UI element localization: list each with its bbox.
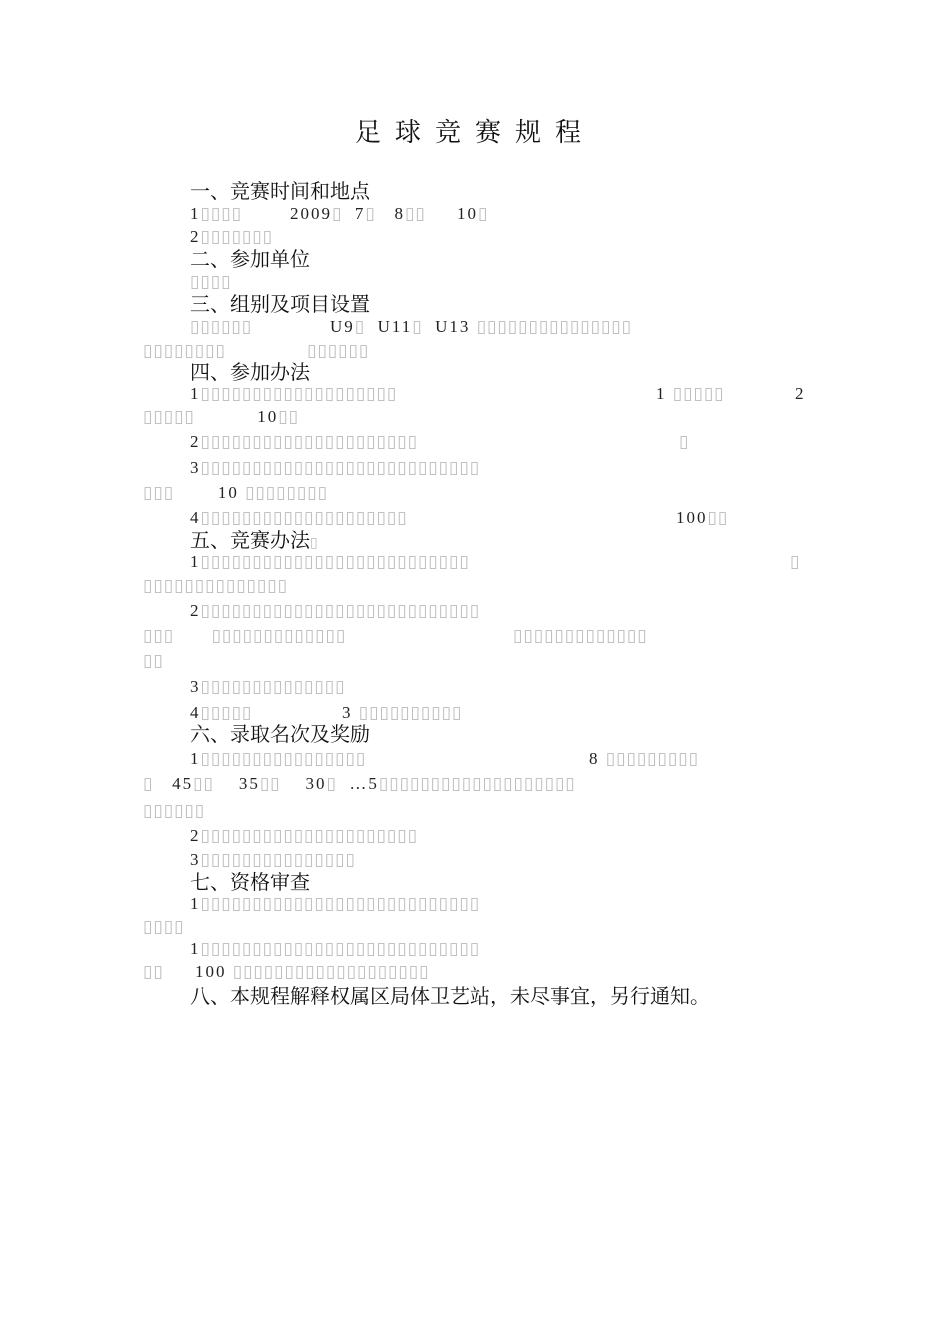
section-4-line-2-end: ▯ xyxy=(679,432,690,451)
section-7-line-1: 1▯▯▯▯▯▯▯▯▯▯▯▯▯▯▯▯▯▯▯▯▯▯▯▯▯▯▯ xyxy=(190,894,481,913)
section-4-line-3: 3▯▯▯▯▯▯▯▯▯▯▯▯▯▯▯▯▯▯▯▯▯▯▯▯▯▯▯ xyxy=(190,458,481,477)
section-4-line-3-cont: ▯▯▯ 10 ▯▯▯▯▯▯▯▯ xyxy=(143,483,328,502)
section-6-line-1: 1▯▯▯▯▯▯▯▯▯▯▯▯▯▯▯▯ xyxy=(190,749,367,768)
document-title: 足球竞赛规程 xyxy=(354,118,595,148)
section-6-line-1-points: ▯ 45▯▯ 35▯▯ 30▯ …5▯▯▯▯▯▯▯▯▯▯▯▯▯▯▯▯▯▯▯ xyxy=(143,774,576,793)
day-start-value: 8 xyxy=(394,204,405,223)
section-1-line-1: 1▯▯▯▯ xyxy=(190,204,242,223)
section-4-line-4: 4▯▯▯▯▯▯▯▯▯▯▯▯▯▯▯▯▯▯▯▯ xyxy=(190,508,408,527)
section-heading-1: 一、竞赛时间和地点 xyxy=(190,179,370,203)
section-2-line-1: ▯▯▯▯ xyxy=(190,272,232,291)
item-number: 2 xyxy=(190,432,201,451)
section-5-line-2-cont-b: ▯▯▯▯▯▯▯▯▯▯▯▯▯ xyxy=(513,626,648,645)
section-heading-4: 四、参加办法 xyxy=(190,360,310,384)
item-number: 3 xyxy=(190,458,201,477)
year-value: 2009 xyxy=(290,204,332,223)
item-number: 3 xyxy=(190,677,201,696)
section-4-line-2: 2▯▯▯▯▯▯▯▯▯▯▯▯▯▯▯▯▯▯▯▯▯ xyxy=(190,432,418,451)
section-5-line-3: 3▯▯▯▯▯▯▯▯▯▯▯▯▯▯ xyxy=(190,677,346,696)
item-number: 2 xyxy=(190,227,201,246)
section-5-line-4-value: 3 ▯▯▯▯▯▯▯▯▯▯ xyxy=(342,703,463,722)
section-heading-5: 五、竞赛办法▯ xyxy=(190,528,319,552)
section-5-line-1-cont: ▯▯▯▯▯▯▯▯▯▯▯▯▯▯ xyxy=(143,576,288,595)
item-number: 3 xyxy=(190,850,201,869)
section-7-line-1-cont: ▯▯▯▯ xyxy=(143,917,185,936)
section-heading-7: 七、资格审查 xyxy=(190,870,310,894)
section-5-line-1: 1▯▯▯▯▯▯▯▯▯▯▯▯▯▯▯▯▯▯▯▯▯▯▯▯▯▯ xyxy=(190,552,470,571)
item-number: 4 xyxy=(190,508,201,527)
item-number: 1 xyxy=(190,749,201,768)
item-number: 1 xyxy=(190,384,201,403)
section-3-line-1a: ▯▯▯▯▯▯ xyxy=(190,317,253,336)
section-6-line-3: 3▯▯▯▯▯▯▯▯▯▯▯▯▯▯▯ xyxy=(190,850,356,869)
item-number: 2 xyxy=(190,601,201,620)
section-5-line-1-end: ▯ xyxy=(790,552,801,571)
item-number: 4 xyxy=(190,703,201,722)
section-4-line-1-value-b: 2 xyxy=(795,384,806,403)
item-number: 1 xyxy=(190,204,201,223)
group-u13: U13 xyxy=(435,317,471,336)
section-heading-8: 八、本规程解释权属区局体卫艺站，未尽事宜，另行通知。 xyxy=(190,984,710,1008)
section-4-line-1-value-a: 1 ▯▯▯▯▯ xyxy=(656,384,725,403)
section-heading-2: 二、参加单位 xyxy=(190,247,310,271)
section-5-line-2: 2▯▯▯▯▯▯▯▯▯▯▯▯▯▯▯▯▯▯▯▯▯▯▯▯▯▯▯ xyxy=(190,601,481,620)
item-number: 1 xyxy=(190,939,201,958)
item-number: 1 xyxy=(190,894,201,913)
section-6-line-2: 2▯▯▯▯▯▯▯▯▯▯▯▯▯▯▯▯▯▯▯▯▯ xyxy=(190,826,418,845)
section-heading-6: 六、录取名次及奖励 xyxy=(190,722,370,746)
month-value: 7 xyxy=(354,204,366,223)
section-5-line-4: 4▯▯▯▯▯ xyxy=(190,703,253,722)
section-5-line-2-cont-c: ▯▯ xyxy=(143,651,164,670)
section-1-date: 2009▯ 7▯ 8▯▯ 10▯ xyxy=(290,204,489,223)
section-heading-3: 三、组别及项目设置 xyxy=(190,292,370,316)
day-end-value: 10 xyxy=(456,204,478,223)
item-number: 2 xyxy=(190,826,201,845)
section-6-line-1-cont: ▯▯▯▯▯▯ xyxy=(143,801,206,820)
section-4-line-4-value: 100▯▯ xyxy=(676,508,729,527)
item-number: 1 xyxy=(190,552,201,571)
section-3-line-1b: U9▯ U11▯ U13 ▯▯▯▯▯▯▯▯▯▯▯▯▯▯▯ xyxy=(330,317,633,336)
section-5-line-2-cont: ▯▯▯ ▯▯▯▯▯▯▯▯▯▯▯▯▯ xyxy=(143,626,347,645)
section-4-line-1-cont: ▯▯▯▯▯ 10▯▯ xyxy=(143,407,299,426)
section-1-line-2: 2▯▯▯▯▯▯▯ xyxy=(190,227,273,246)
section-4-line-1: 1▯▯▯▯▯▯▯▯▯▯▯▯▯▯▯▯▯▯▯ xyxy=(190,384,398,403)
section-3-line-2: ▯▯▯▯▯▯▯▯ ▯▯▯▯▯▯ xyxy=(143,341,370,360)
group-u9: U9 xyxy=(330,317,355,336)
section-7-line-2: 1▯▯▯▯▯▯▯▯▯▯▯▯▯▯▯▯▯▯▯▯▯▯▯▯▯▯▯ xyxy=(190,939,481,958)
section-7-line-2-cont: ▯▯ 100 ▯▯▯▯▯▯▯▯▯▯▯▯▯▯▯▯▯▯▯ xyxy=(143,962,430,981)
section-6-line-1-value: 8 ▯▯▯▯▯▯▯▯▯ xyxy=(589,749,699,768)
group-u11: U11 xyxy=(377,317,413,336)
